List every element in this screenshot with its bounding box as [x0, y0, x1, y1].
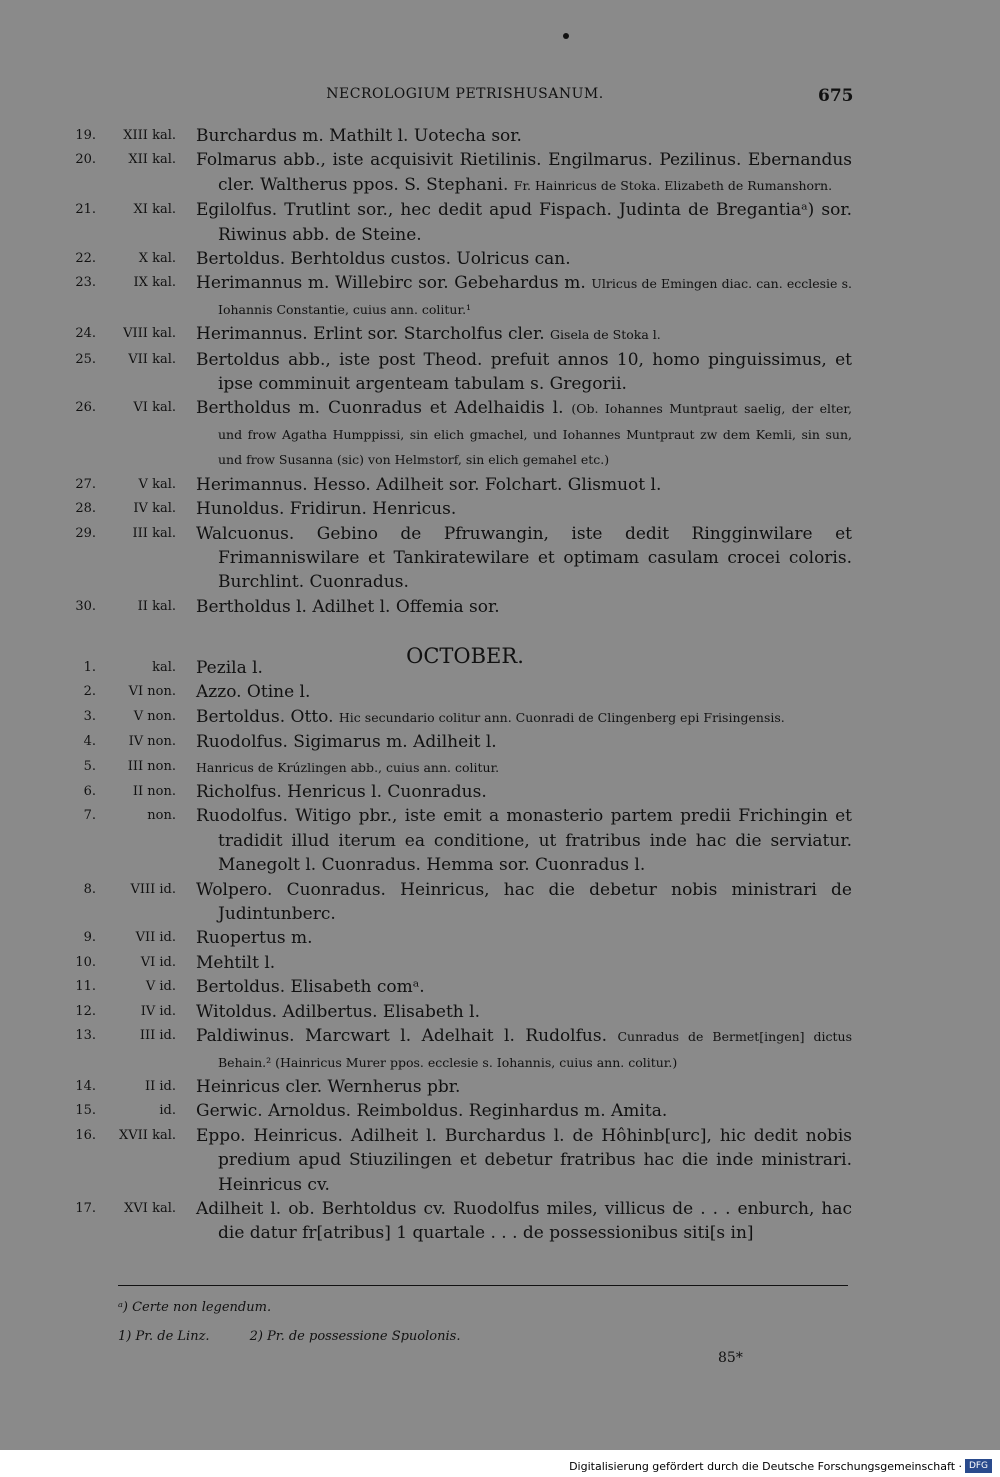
- entry-text: [196, 198, 864, 247]
- entry-number: 30.: [75, 598, 96, 614]
- entry-text: [196, 1197, 864, 1246]
- entry-number: 22.: [75, 251, 96, 267]
- entry-calendar-day: II kal.: [137, 598, 176, 614]
- entry-text: [196, 804, 864, 877]
- entry-calendar-day: VII kal.: [128, 351, 176, 367]
- entry-number: 8.: [83, 881, 96, 897]
- entry-calendar-day: II id.: [144, 1078, 176, 1094]
- necrology-entry: [74, 951, 864, 975]
- entry-calendar-day: non.: [147, 808, 176, 824]
- entry-calendar-day: VIII id.: [130, 881, 176, 897]
- entry-number: 17.: [75, 1200, 96, 1216]
- entry-text: [196, 124, 864, 148]
- entry-main-text: Wolpero. Cuonradus. Heinricus, hac die debetur nobis ministrari de Judintunberc.: [196, 879, 852, 925]
- entry-main-text: Pezila l.: [196, 658, 263, 678]
- entry-main-text: Ruodolfus. Sigimarus m. Adilheit l.: [196, 732, 497, 753]
- necrology-entry: [74, 1124, 864, 1197]
- footer-credit: Digitalisierung gefördert durch die Deutsche Forschungsgemeinschaft ·: [569, 1460, 962, 1473]
- entry-text: [196, 755, 864, 780]
- entry-later-addition: Hanricus de Krúzlingen abb., cuius ann. colitur.: [196, 759, 500, 775]
- entry-calendar-day: id.: [159, 1103, 176, 1119]
- entry-main-text: Herimannus m. Willebirc sor. Gebehardus m.: [196, 273, 586, 294]
- entry-calendar-day: XII kal.: [128, 152, 176, 168]
- entry-main-text: Eppo. Heinricus. Adilheit l. Burchardus l. de Hôhinb[urc], hic dedit nobis predium apud Stiuzilingen et debetur fratribus hac die inde ministrari. Heinricus cv.: [196, 1125, 852, 1195]
- necrology-entry: [74, 730, 864, 754]
- entry-calendar-day: X kal.: [138, 251, 176, 267]
- necrology-entry: [74, 926, 864, 950]
- entry-calendar-day: VI non.: [128, 684, 176, 700]
- entry-main-text: Herimannus. Hesso. Adilheit sor. Folchart. Glismuot l.: [196, 474, 662, 495]
- necrology-entry: [74, 522, 864, 595]
- necrology-entry: [74, 595, 864, 619]
- necrology-entry: [74, 396, 864, 472]
- entry-text: [196, 247, 864, 271]
- entry-calendar-day: III kal.: [132, 525, 176, 541]
- entry-number: 23.: [75, 275, 96, 291]
- september-entries: [74, 124, 864, 619]
- entry-text: [196, 780, 864, 804]
- necrology-entry: [74, 804, 864, 877]
- month-heading: OCTOBER.: [406, 644, 524, 668]
- entry-number: 27.: [75, 476, 96, 492]
- entry-main-text: Heinricus cler. Wernherus pbr.: [196, 1076, 461, 1097]
- necrology-entry: [74, 680, 864, 704]
- entry-calendar-day: VII id.: [135, 930, 176, 946]
- running-head: NECROLOGIUM PETRISHUSANUM.: [326, 86, 604, 102]
- necrology-entry: [74, 497, 864, 521]
- entry-text: [196, 396, 864, 472]
- entry-calendar-day: XIII kal.: [123, 128, 176, 143]
- footnote-2: 2) Pr. de possessione Spuolonis.: [249, 1329, 461, 1344]
- necrology-entry: [74, 755, 864, 780]
- necrology-entry: [74, 322, 864, 347]
- entry-number: 1.: [83, 660, 96, 675]
- entry-later-addition: Cunradus de Bermet[ingen] dictus Behain.² (Hainricus Murer ppos. ecclesie s. Iohannis, cuius ann. colitur.): [218, 1029, 853, 1070]
- entry-text: [196, 271, 864, 322]
- entry-text: [196, 951, 864, 975]
- entry-number: 15.: [75, 1103, 96, 1119]
- entry-main-text: Witoldus. Adilbertus. Elisabeth l.: [196, 1001, 481, 1022]
- necrology-entry: [74, 348, 864, 397]
- necrology-entry: [74, 656, 864, 680]
- necrology-entry: [74, 878, 864, 927]
- entry-number: 5.: [83, 758, 96, 774]
- entry-main-text: Folmarus abb., iste acquisivit Rietilinis. Engilmarus. Pezilinus. Ebernandus cler. Waltherus ppos. S. Stephani.: [196, 150, 852, 195]
- entry-text: [196, 878, 864, 927]
- entry-main-text: Bertoldus. Berhtoldus custos. Uolricus can.: [196, 249, 571, 270]
- entry-number: 24.: [75, 326, 96, 342]
- entry-number: 26.: [75, 400, 96, 416]
- entry-number: 7.: [83, 808, 96, 824]
- entry-main-text: Adilheit l. ob. Berhtoldus cv. Ruodolfus miles, villicus de . . . enburch, hac die datur fr[atribus] 1 quartale . . . de possessionibus siti[s in]: [196, 1198, 852, 1244]
- entry-calendar-day: IV id.: [140, 1003, 176, 1019]
- entry-text: [196, 473, 864, 497]
- entry-text: [196, 522, 864, 595]
- entry-calendar-day: XVI kal.: [124, 1200, 176, 1216]
- page-number: 675: [818, 86, 854, 106]
- necrology-entry: [74, 1000, 864, 1024]
- entry-main-text: Bertoldus. Otto.: [196, 706, 334, 727]
- entry-calendar-day: V non.: [133, 708, 176, 724]
- dfg-logo-icon: DFG: [965, 1459, 992, 1473]
- entry-main-text: Bertholdus l. Adilhet l. Offemia sor.: [196, 596, 500, 617]
- entry-main-text: Burchardus m. Mathilt l. Uotecha sor.: [196, 126, 522, 146]
- entry-calendar-day: XI kal.: [133, 202, 176, 218]
- entry-text: [196, 497, 864, 521]
- entry-main-text: Paldiwinus. Marcwart l. Adelhait l. Rudolfus.: [196, 1026, 607, 1047]
- entry-calendar-day: V id.: [145, 979, 176, 995]
- entry-text: [196, 1099, 864, 1123]
- necrology-entry: [74, 473, 864, 497]
- entry-number: 11.: [75, 979, 96, 995]
- entry-number: 16.: [75, 1127, 96, 1143]
- entry-later-addition: Ulricus de Emingen diac. can. ecclesie s. Iohannis Constantie, cuius ann. colitur.¹: [218, 276, 852, 317]
- necrology-entry: [74, 124, 864, 148]
- entry-number: 14.: [75, 1078, 96, 1094]
- entry-text: [196, 1075, 864, 1099]
- entry-text: [196, 656, 864, 680]
- entry-calendar-day: IX kal.: [133, 275, 176, 291]
- entry-main-text: Herimannus. Erlint sor. Starcholfus cler.: [196, 324, 545, 345]
- entry-calendar-day: III non.: [127, 758, 176, 774]
- entry-text: [196, 975, 864, 999]
- entry-number: 3.: [83, 708, 96, 724]
- entry-main-text: Azzo. Otine l.: [196, 682, 311, 703]
- entry-calendar-day: IV kal.: [133, 501, 176, 517]
- entry-main-text: Bertoldus. Elisabeth comᵃ.: [196, 977, 425, 998]
- entry-text: [196, 926, 864, 950]
- necrology-entry: [74, 705, 864, 730]
- footnote-a: ᵃ) Certe non legendum.: [118, 1300, 272, 1315]
- folio-signature: 85*: [718, 1350, 743, 1366]
- entry-text: [196, 705, 864, 730]
- entry-main-text: Gerwic. Arnoldus. Reimboldus. Reginhardus m. Amita.: [196, 1101, 668, 1122]
- entry-calendar-day: kal.: [152, 660, 176, 675]
- entry-text: [196, 595, 864, 619]
- necrology-entry: [74, 1024, 864, 1075]
- footnote-1: 1) Pr. de Linz.: [118, 1329, 210, 1344]
- entry-number: 9.: [83, 930, 96, 946]
- entry-calendar-day: VI id.: [140, 954, 176, 970]
- entry-text: [196, 322, 864, 347]
- necrology-entry: [74, 148, 864, 198]
- entry-number: 25.: [75, 351, 96, 367]
- entry-number: 21.: [75, 202, 96, 218]
- necrology-entry: [74, 247, 864, 271]
- entry-main-text: Bertholdus m. Cuonradus et Adelhaidis l.: [196, 398, 564, 419]
- entry-number: 12.: [75, 1003, 96, 1019]
- entry-text: [196, 1124, 864, 1197]
- entry-later-addition: (Ob. Iohannes Muntpraut saelig, der elter, und frow Agatha Humppissi, sin elich gmachel, und Iohannes Muntpraut zw dem Kemli, sin sun, und frow Susanna (sic) von Helmstorf, sin elich gemahel etc.): [218, 401, 852, 468]
- entry-calendar-day: IV non.: [128, 734, 176, 750]
- entry-calendar-day: VIII kal.: [123, 326, 176, 342]
- entry-main-text: Egilolfus. Trutlint sor., hec dedit apud Fispach. Judinta de Bregantiaᵃ) sor. Riwinus abb. de Steine.: [196, 200, 852, 245]
- entry-main-text: Richolfus. Henricus l. Cuonradus.: [196, 782, 487, 803]
- entry-main-text: Walcuonus. Gebino de Pfruwangin, iste dedit Ringginwilare et Frimanniswilare et Tankiratewilare et optimam casulam crocei coloris. Burchlint. Cuonradus.: [196, 523, 852, 593]
- entry-calendar-day: III id.: [139, 1028, 176, 1044]
- entry-calendar-day: XVII kal.: [119, 1127, 176, 1143]
- entry-later-addition: Hic secundario colitur ann. Cuonradi de Clingenberg epi Frisingensis.: [338, 709, 785, 725]
- necrology-entry: [74, 780, 864, 804]
- october-entries: [74, 656, 864, 1246]
- entry-number: 20.: [75, 152, 96, 168]
- entry-calendar-day: II non.: [132, 784, 176, 800]
- necrology-entry: [74, 1099, 864, 1123]
- entry-number: 6.: [83, 784, 96, 800]
- entry-main-text: Ruopertus m.: [196, 928, 313, 949]
- footnotes-numbered: [118, 1329, 618, 1344]
- entry-calendar-day: V kal.: [138, 476, 176, 492]
- entry-text: [196, 730, 864, 754]
- necrology-entry: [74, 198, 864, 247]
- entry-calendar-day: VI kal.: [133, 400, 176, 416]
- necrology-entry: [74, 1075, 864, 1099]
- necrology-entry: [74, 975, 864, 999]
- entry-number: 2.: [83, 684, 96, 700]
- entry-text: [196, 148, 864, 198]
- necrology-entry: [74, 271, 864, 322]
- entry-text: [196, 680, 864, 704]
- entry-main-text: Mehtilt l.: [196, 952, 276, 973]
- entry-later-addition: Gisela de Stoka l.: [550, 327, 661, 343]
- ink-dot: [563, 33, 569, 39]
- entry-text: [196, 1000, 864, 1024]
- entry-main-text: Bertoldus abb., iste post Theod. prefuit annos 10, homo pinguissimus, et ipse comminuit argenteam tabulam s. Gregorii.: [196, 349, 852, 395]
- entry-number: 19.: [75, 128, 96, 143]
- entry-text: [196, 348, 864, 397]
- entry-text: [196, 1024, 864, 1075]
- entry-later-addition: Fr. Hainricus de Stoka. Elizabeth de Rumanshorn.: [513, 177, 833, 193]
- entry-main-text: Ruodolfus. Witigo pbr., iste emit a monasterio partem predii Frichingin et tradidit illud iterum ea conditione, ut fratribus inde hac die serviatur. Manegolt l. Cuonradus. Hemma sor. Cuonradus l.: [196, 806, 852, 876]
- entry-main-text: Hunoldus. Fridirun. Henricus.: [196, 499, 457, 520]
- entry-number: 10.: [75, 954, 96, 970]
- entry-number: 29.: [75, 525, 96, 541]
- entry-number: 13.: [75, 1028, 96, 1044]
- entry-number: 28.: [75, 501, 96, 517]
- entry-number: 4.: [83, 734, 96, 750]
- necrology-entry: [74, 1197, 864, 1246]
- footnote-rule: [118, 1285, 848, 1286]
